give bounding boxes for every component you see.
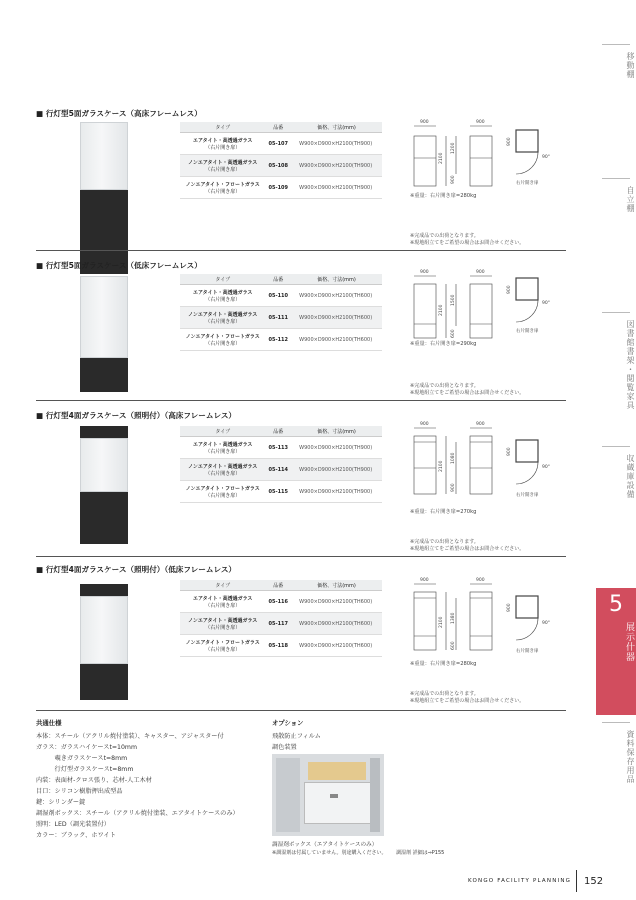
col-type: タイプ xyxy=(180,580,265,591)
door-label: 右片開き扉 xyxy=(516,649,539,654)
cell-type: ノンエアタイト・高透過ガラス （右片開き扉） xyxy=(180,307,265,329)
sidebar-divider xyxy=(602,446,630,447)
options-title: オプション xyxy=(272,719,304,727)
dim-height: 2100 xyxy=(439,152,444,164)
cell-code: 05-111 xyxy=(265,307,291,329)
col-size: 価格、寸法(mm) xyxy=(291,580,382,591)
col-type: タイプ xyxy=(180,274,265,285)
weight-note: ※重量：右片開き扉=280kg xyxy=(410,661,477,667)
dim-width: 900 xyxy=(420,120,429,125)
product-image xyxy=(80,276,128,392)
section-title: ■ 行灯型4面ガラスケース（照明付）（高床フレームレス） xyxy=(36,411,237,420)
footer-divider xyxy=(576,870,577,892)
cell-type: ノンエアタイト・高透過ガラス （右片開き扉） xyxy=(180,459,265,481)
cell-size: W900×D900×H2100(TH600) xyxy=(291,635,382,657)
col-code: 品番 xyxy=(265,426,291,437)
brand-name: KONGO FACILITY PLANNING xyxy=(468,878,572,884)
dim-height: 1380 xyxy=(451,612,456,624)
sidebar-divider xyxy=(602,44,630,45)
spec-line: 照明：LED（調光装置付） xyxy=(36,821,110,828)
door-angle: 90° xyxy=(542,621,550,626)
cell-size: W900×D900×H2100(TH600) xyxy=(291,613,382,635)
weight-note: ※重量：右片開き扉=290kg xyxy=(410,341,477,347)
dimension-drawing xyxy=(398,574,558,658)
cell-type: エアタイト・高透過ガラス （右片開き扉） xyxy=(180,437,265,459)
shipping-note: ※完成品での出荷となります。 xyxy=(410,233,479,239)
dim-width: 900 xyxy=(420,422,429,427)
cell-code: 05-117 xyxy=(265,613,291,635)
cell-code: 05-116 xyxy=(265,591,291,613)
dim-width: 900 xyxy=(476,578,485,583)
glass-case xyxy=(80,276,128,358)
cell-size: W900×D900×H2100(TH600) xyxy=(291,285,382,307)
door-angle: 90° xyxy=(542,301,550,306)
door-label: 右片開き扉 xyxy=(516,181,539,186)
cell-code: 05-107 xyxy=(265,133,291,155)
section-divider xyxy=(36,556,566,557)
cell-code: 05-109 xyxy=(265,177,291,199)
dim-depth: 900 xyxy=(507,285,512,294)
cell-type: ノンエアタイト・高透過ガラス （右片開き扉） xyxy=(180,613,265,635)
col-size: 価格、寸法(mm) xyxy=(291,426,382,437)
dim-height: 1200 xyxy=(451,142,456,154)
door-label: 右片開き扉 xyxy=(516,329,539,334)
dim-height: 600 xyxy=(451,329,456,338)
dimension-drawing xyxy=(398,418,558,502)
photo-caption: 調湿剤ボックス（エアタイトケースのみ） xyxy=(272,842,378,848)
shipping-note: ※現地組立てをご希望の場合はお問合せください。 xyxy=(410,240,525,246)
dim-height: 900 xyxy=(451,175,456,184)
sidebar-divider xyxy=(602,312,630,313)
col-size: 価格、寸法(mm) xyxy=(291,122,382,133)
dim-width: 900 xyxy=(476,120,485,125)
spec-table xyxy=(180,426,382,503)
dimension-drawing xyxy=(398,266,558,342)
door-angle: 90° xyxy=(542,465,550,470)
shipping-note: ※完成品での出荷となります。 xyxy=(410,539,479,545)
cabinet-base xyxy=(80,358,128,392)
col-code: 品番 xyxy=(265,274,291,285)
shipping-note: ※完成品での出荷となります。 xyxy=(410,691,479,697)
dim-height: 1080 xyxy=(451,452,456,464)
dim-depth: 900 xyxy=(507,137,512,146)
cell-code: 05-113 xyxy=(265,437,291,459)
glass-case xyxy=(80,122,128,190)
cell-size: W900×D900×H2100(TH600) xyxy=(291,307,382,329)
cell-size: W900×D900×H2100(TH900) xyxy=(291,177,382,199)
spec-table xyxy=(180,580,382,657)
dim-height: 600 xyxy=(451,641,456,650)
dim-depth: 900 xyxy=(507,603,512,612)
col-type: タイプ xyxy=(180,122,265,133)
cell-code: 05-112 xyxy=(265,329,291,351)
dim-height: 2100 xyxy=(439,460,444,472)
section-title: ■ 行灯型5面ガラスケース（低床フレームレス） xyxy=(36,261,202,270)
col-code: 品番 xyxy=(265,580,291,591)
cabinet-base xyxy=(80,664,128,700)
spec-table xyxy=(180,122,382,199)
col-code: 品番 xyxy=(265,122,291,133)
cell-type: エアタイト・高透過ガラス （右片開き扉） xyxy=(180,285,265,307)
weight-note: ※重量：右片開き扉=270kg xyxy=(410,509,477,515)
cabinet-base xyxy=(80,492,128,544)
spec-line: 行灯型ガラスケースt=8mm xyxy=(36,766,134,773)
cell-size: W900×D900×H2100(TH900) xyxy=(291,133,382,155)
section-divider xyxy=(36,250,566,251)
weight-note: ※重量：右片開き扉=280kg xyxy=(410,193,477,199)
dim-height: 1500 xyxy=(451,294,456,306)
shipping-note: ※完成品での出荷となります。 xyxy=(410,383,479,389)
sidebar-divider xyxy=(602,722,630,723)
cell-code: 05-118 xyxy=(265,635,291,657)
cell-type: ノンエアタイト・フロートガラス （右片開き扉） xyxy=(180,481,265,503)
sidebar-tab-library[interactable]: 図書館書架・閲覧家具 xyxy=(626,320,635,410)
cell-type: エアタイト・高透過ガラス （右片開き扉） xyxy=(180,591,265,613)
spec-line: 覗きガラスケースt=8mm xyxy=(36,755,128,762)
spec-line: カラー：ブラック、ホワイト xyxy=(36,832,116,839)
cell-code: 05-108 xyxy=(265,155,291,177)
dim-height: 2100 xyxy=(439,304,444,316)
sidebar-divider xyxy=(602,178,630,179)
spec-line: 内装：表面材-クロス張り、芯材-人工木材 xyxy=(36,777,152,784)
door-label: 右片開き扉 xyxy=(516,493,539,498)
spec-line: 鍵：シリンダー錠 xyxy=(36,799,86,806)
glass-case xyxy=(80,596,128,664)
section-title: ■ 行灯型5面ガラスケース（高床フレームレス） xyxy=(36,109,202,118)
sidebar-tab-preservation[interactable]: 資料保存用品 xyxy=(626,730,635,784)
page-reference[interactable]: 調湿剤 詳細は⇒P155 xyxy=(396,850,445,856)
option-item: 飛散防止フィルム xyxy=(272,733,321,740)
section-divider xyxy=(36,710,566,711)
dim-width: 900 xyxy=(476,422,485,427)
cell-type: ノンエアタイト・高透過ガラス （右片開き扉） xyxy=(180,155,265,177)
dim-width: 900 xyxy=(420,270,429,275)
cell-type: エアタイト・高透過ガラス （右片開き扉） xyxy=(180,133,265,155)
section-divider xyxy=(36,400,566,401)
sidebar-tab-standing-shelf[interactable]: 自立棚 xyxy=(626,186,635,213)
light-cap xyxy=(80,426,128,438)
light-cap xyxy=(80,584,128,596)
chapter-number: 5 xyxy=(609,592,623,617)
cell-code: 05-115 xyxy=(265,481,291,503)
common-spec-title: 共通仕様 xyxy=(36,719,62,727)
dim-width: 900 xyxy=(476,270,485,275)
spec-line: ガラス：ガラスハイケースt=10mm xyxy=(36,744,137,751)
cell-size: W900×D900×H2100(TH900) xyxy=(291,437,382,459)
cell-size: W900×D900×H2100(TH900) xyxy=(291,459,382,481)
sidebar-tab-display: 展示什器 xyxy=(624,622,634,662)
col-size: 価格、寸法(mm) xyxy=(291,274,382,285)
dim-height: 900 xyxy=(451,483,456,492)
sidebar-tab-mobile-shelf[interactable]: 移動棚 xyxy=(626,52,635,79)
product-image xyxy=(80,122,128,274)
sidebar-tab-storage[interactable]: 収蔵庫設備 xyxy=(626,454,635,499)
col-type: タイプ xyxy=(180,426,265,437)
option-item: 調色装置 xyxy=(272,744,297,751)
shipping-note: ※現地組立てをご希望の場合はお問合せください。 xyxy=(410,698,525,704)
door-angle: 90° xyxy=(542,155,550,160)
shipping-note: ※現地組立てをご希望の場合はお問合せください。 xyxy=(410,390,525,396)
cell-size: W900×D900×H2100(TH600) xyxy=(291,591,382,613)
cell-type: ノンエアタイト・フロートガラス （右片開き扉） xyxy=(180,329,265,351)
glass-case xyxy=(80,438,128,492)
section-title: ■ 行灯型4面ガラスケース（照明付）（低床フレームレス） xyxy=(36,565,237,574)
spec-line: 調湿剤ボックス：スチール（アクリル焼付塗装、エアタイトケースのみ） xyxy=(36,810,239,817)
option-note: ※調湿剤は付属していません。別途購入ください。 xyxy=(272,850,387,856)
dimension-drawing xyxy=(398,114,558,190)
humidity-box-photo xyxy=(272,754,384,836)
cell-type: ノンエアタイト・フロートガラス （右片開き扉） xyxy=(180,177,265,199)
cell-code: 05-114 xyxy=(265,459,291,481)
cell-size: W900×D900×H2100(TH600) xyxy=(291,329,382,351)
page-number: 152 xyxy=(584,876,604,887)
cell-type: ノンエアタイト・フロートガラス （右片開き扉） xyxy=(180,635,265,657)
cell-size: W900×D900×H2100(TH900) xyxy=(291,155,382,177)
dim-depth: 900 xyxy=(507,447,512,456)
dim-height: 2100 xyxy=(439,616,444,628)
cell-size: W900×D900×H2100(TH900) xyxy=(291,481,382,503)
spec-line: 本体：スチール（アクリル焼付塗装）、キャスター、アジャスター付 xyxy=(36,733,224,740)
spec-line: 目口：シリコン樹脂押出成型品 xyxy=(36,788,123,795)
product-image xyxy=(80,426,128,544)
product-image xyxy=(80,584,128,700)
cell-code: 05-110 xyxy=(265,285,291,307)
shipping-note: ※現地組立てをご希望の場合はお問合せください。 xyxy=(410,546,525,552)
spec-table xyxy=(180,274,382,351)
dim-width: 900 xyxy=(420,578,429,583)
